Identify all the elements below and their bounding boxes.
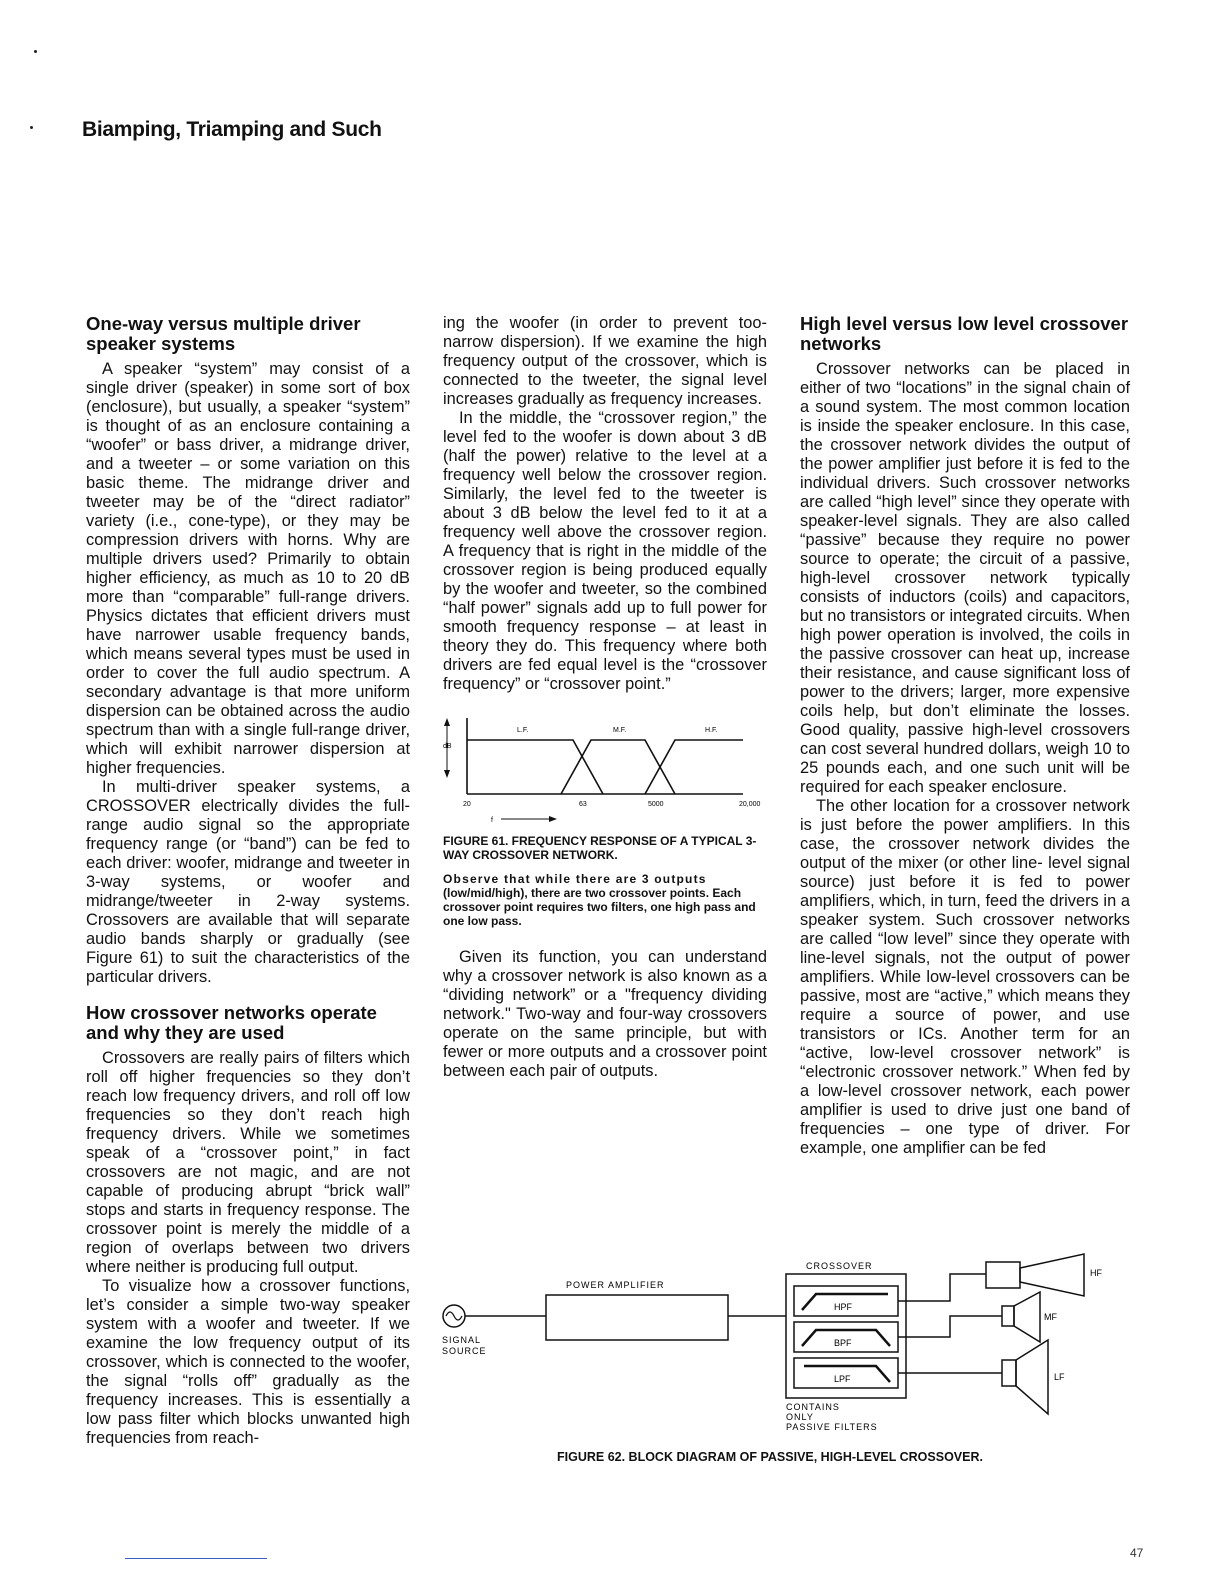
series-label-lf: L.F. bbox=[517, 727, 529, 734]
signal-sine-icon bbox=[446, 1312, 462, 1320]
x-tick-label: 20 bbox=[463, 801, 471, 808]
page-speck bbox=[34, 50, 37, 53]
column-right bbox=[800, 314, 1130, 1158]
lf-driver-magnet bbox=[1002, 1360, 1016, 1386]
page-header-title: Biamping, Triamping and Such bbox=[82, 118, 382, 141]
section-heading-high-low-level: High level versus low level crossover networks bbox=[800, 313, 1129, 354]
label-mf: MF bbox=[1044, 1312, 1057, 1322]
section-heading-one-way: One-way versus multiple driver speaker systems bbox=[86, 313, 361, 354]
wire-hpf-to-hf bbox=[898, 1274, 986, 1301]
label-passive-filters: PASSIVE FILTERS bbox=[786, 1422, 878, 1432]
paragraph: Given its function, you can understand why a crossover network is also known as a “dividing network” or a "frequency dividing network." Two-way and four-way crossovers operate on the same principle, but with fewer or more outputs and a crossover point between each pair of outputs. bbox=[443, 948, 767, 1080]
label-signal: SIGNAL bbox=[442, 1335, 482, 1345]
paragraph: A speaker “system” may consist of a single driver (speaker) in some sort of box (enclosure), but usually, a speaker “system” is thought of as an enclosure containing a “woofer” or bass driver, a midrange driver, and a tweeter – or some variation on this basic theme. The midrange driver and tweeter may be of the “direct radiator” variety (i.e., cone-type), or they may be compression drivers with horns. Why are multiple drivers used? Primarily to obtain higher efficiency, as much as 10 to 20 dB more than “comparable” full-range drivers. Physics dictates that efficient drivers must have narrower usable frequency bands, which means several types must be used in order to cover the full audio spectrum. A secondary advantage is that more uniform dispersion can be obtained across the audio spectrum than with a single full-range driver, which will exhibit narrower dispersion at higher frequencies. bbox=[86, 360, 410, 777]
label-crossover: CROSSOVER bbox=[806, 1261, 873, 1271]
series-label-hf: H.F. bbox=[705, 727, 718, 734]
page-speck bbox=[30, 126, 33, 129]
paragraph: In multi-driver speaker systems, a CROSSOVER electrically divides the full-range audio signal so the appropriate frequency range (or “band”) can be fed to each driver: woofer, midrange and tweeter in 3-way systems, or woofer and midrange/tweeter in 2-way systems. Crossovers are available that will separate audio bands sharply or gradually (see Figure 61) to suit the characteristics of the particular drivers. bbox=[86, 778, 410, 986]
footer-rule bbox=[125, 1558, 267, 1559]
paragraph: To visualize how a crossover functions, let’s consider a simple two-way speaker system with a woofer and tweeter. If we examine the low frequency output of its crossover, which is connected to the woofer, the signal “rolls off” gradually as the frequency increases. This is essentially a low pass filter which blocks unwanted high frequencies from reach- bbox=[86, 1277, 410, 1447]
label-bpf: BPF bbox=[834, 1338, 852, 1348]
mf-speaker-icon bbox=[1014, 1292, 1040, 1342]
paragraph: In the middle, the “crossover region,” the level fed to the woofer is down about 3 dB (half the power) relative to the level at a frequency well below the crossover region. Similarly, the level fed to the tweeter is about 3 dB below the level fed to it at a frequency well above the crossover region. A frequency that is right in the middle of the crossover region is being produced equally by the woofer and tweeter, so the combined “half power” signals add up to full power for smooth frequency response – at least in theory they do. This frequency where both drivers are fed equal level is the “crossover frequency” or “crossover point.” bbox=[443, 409, 767, 693]
series-line-lf bbox=[467, 740, 603, 794]
figure-62-block-diagram bbox=[430, 1250, 1120, 1440]
label-power-amplifier: POWER AMPLIFIER bbox=[566, 1280, 665, 1290]
figure-62-caption: FIGURE 62. BLOCK DIAGRAM OF PASSIVE, HIGH-LEVEL CROSSOVER. bbox=[557, 1450, 983, 1464]
series-label-mf: M.F. bbox=[613, 727, 627, 734]
paragraph: The other location for a crossover network is just before the power amplifiers. In this case, the crossover network divides the output of the mixer (or other line- level signal source) just before it is fed to power amplifiers, which, in turn, feed the drivers in a speaker system. Such crossover networks are called “low level” since they operate with line-level signals, not the output of power amplifiers. While low-level crossovers can be passive, most are “active,” which means they require a source of power, and use transistors or ICs. Another term for an “active, low-level crossover network” is “electronic crossover network.” When fed by a low-level crossover network, each power amplifier is used to drive just one band of frequencies – one type of driver. For example, one amplifier can be fed bbox=[800, 797, 1130, 1157]
label-lf: LF bbox=[1054, 1372, 1065, 1382]
f-arrow-head bbox=[549, 816, 557, 822]
db-arrow-up bbox=[444, 718, 450, 726]
column-middle bbox=[443, 314, 767, 1081]
power-amplifier-block bbox=[546, 1295, 728, 1340]
chart-xlabel: f bbox=[491, 817, 493, 824]
hf-horn-icon bbox=[1020, 1254, 1084, 1296]
series-line-hf bbox=[645, 740, 743, 794]
wire-bpf-to-mf bbox=[898, 1316, 1002, 1337]
figure-61-note-line1: Observe that while there are 3 outputs bbox=[443, 872, 707, 886]
hf-driver-body bbox=[986, 1262, 1020, 1288]
label-lpf: LPF bbox=[834, 1374, 851, 1384]
column-left bbox=[86, 314, 410, 1448]
paragraph: ing the woofer (in order to prevent too-narrow dispersion). If we examine the high frequency output of the crossover, which is connected to the tweeter, the signal level increases gradually as frequency increases. bbox=[443, 314, 767, 408]
lf-speaker-icon bbox=[1016, 1340, 1048, 1414]
chart-ylabel: dB bbox=[443, 743, 452, 750]
x-tick-label: 5000 bbox=[648, 801, 664, 808]
figure-61-caption: FIGURE 61. FREQUENCY RESPONSE OF A TYPICAL 3-WAY CROSSOVER NETWORK. bbox=[443, 834, 757, 862]
paragraph: Crossovers are really pairs of filters which roll off higher frequencies so they don’t reach low frequency drivers, and roll off low frequencies so they don’t reach high frequency drivers. While we sometimes speak of a “crossover point,” in fact crossovers are not magic, and are not capable of producing abrupt “brick wall” stops and starts in frequency response. The crossover point is merely the middle of a region of overlaps between two drivers where neither is producing full output. bbox=[86, 1049, 410, 1276]
label-contains: CONTAINS bbox=[786, 1402, 840, 1412]
label-source: SOURCE bbox=[442, 1346, 487, 1356]
db-arrow-down bbox=[444, 770, 450, 778]
label-hf: HF bbox=[1090, 1268, 1102, 1278]
paragraph: Crossover networks can be placed in either of two “locations” in the signal chain of a sound system. The most common location is inside the speaker enclosure. In this case, the crossover network divides the output of the power amplifier just before it is fed to the individual drivers. Such crossover networks are called “high level” since they operate with speaker-level signals. They are also called “passive” because they require no power source to operate; the circuit of a passive, high-level crossover network typically consists of inductors (coils) and capacitors, but no transistors or integrated circuits. When high power operation is involved, the coils in the passive crossover can heat up, increase their resistance, and cause significant loss of power to the drivers; larger, more expensive coils help, but don’t eliminate the losses. Good quality, passive high-level crossovers can cost several hundred dollars, weigh 10 to 25 pounds each, and one such unit will be required for each speaker enclosure. bbox=[800, 360, 1130, 796]
figure-61-note-rest: (low/mid/high), there are two crossover points. Each crossover point requires two filters, one high pass and one low pass. bbox=[443, 886, 756, 928]
page-number: 47 bbox=[1130, 1546, 1144, 1560]
figure-61-frequency-response-chart bbox=[443, 708, 767, 828]
section-heading-how-crossovers: How crossover networks operate and why they are used bbox=[86, 1002, 377, 1043]
mf-driver-magnet bbox=[1002, 1306, 1014, 1326]
x-tick-label: 63 bbox=[579, 801, 587, 808]
label-only: ONLY bbox=[786, 1412, 814, 1422]
figure-61-note bbox=[443, 872, 767, 928]
x-tick-label: 20,000 bbox=[739, 801, 761, 808]
label-hpf: HPF bbox=[834, 1302, 852, 1312]
